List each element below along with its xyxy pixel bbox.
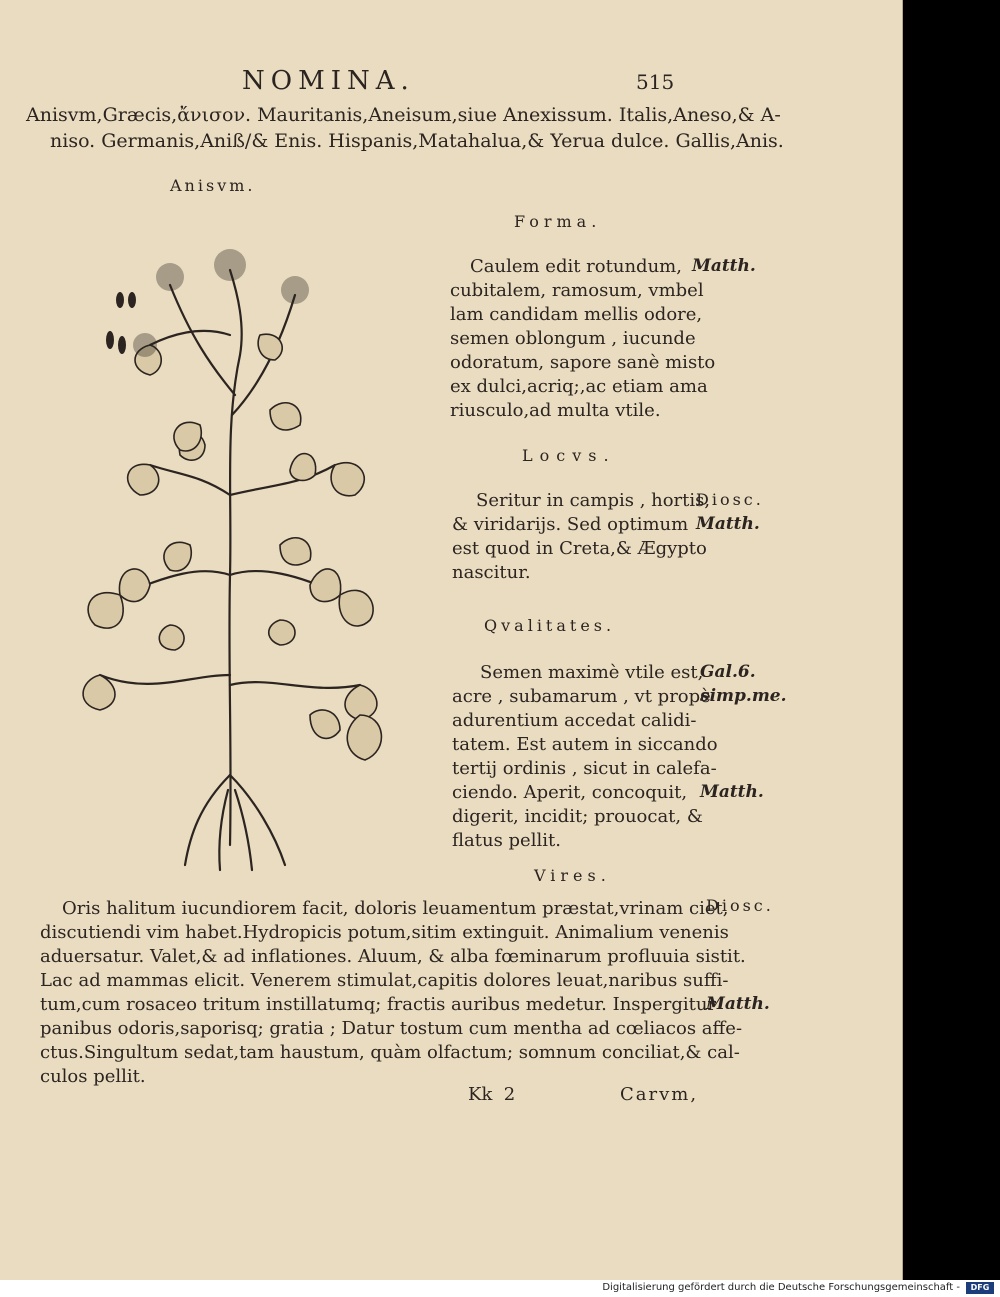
dfg-logo: DFG bbox=[966, 1282, 994, 1294]
vires-line: Lac ad mammas elicit. Venerem stimulat,capitis dolores leuat,naribus suffi- bbox=[40, 970, 729, 991]
vires-line: aduersatur. Valet,& ad inflationes. Aluum, & alba fœminarum profluuia sistit. bbox=[40, 946, 746, 967]
locus-heading: Locvs. bbox=[522, 446, 616, 465]
vires-line: discutiendi vim habet.Hydropicis potum,sitim extinguit. Animalium venenis bbox=[40, 922, 729, 943]
qualitates-line: adurentium accedat calidi- bbox=[452, 710, 697, 731]
forma-line: cubitalem, ramosum, vmbel bbox=[450, 280, 704, 301]
vires-line: culos pellit. bbox=[40, 1066, 146, 1087]
signature-mark: Kk 2 bbox=[468, 1084, 516, 1105]
qualitates-heading: Qvalitates. bbox=[484, 616, 616, 635]
margin-ref: Matth. bbox=[692, 256, 756, 276]
locus-line: & viridarijs. Sed optimum bbox=[452, 514, 689, 535]
margin-ref: simp.me. bbox=[700, 686, 787, 706]
vires-heading: Vires. bbox=[534, 866, 611, 885]
forma-heading: Forma. bbox=[514, 212, 602, 231]
margin-ref: Matth. bbox=[700, 782, 764, 802]
figure-caption: Anisvm. bbox=[170, 176, 256, 195]
nomina-line-2: niso. Germanis,Aniß/& Enis. Hispanis,Matahalua,& Yerua dulce. Gallis,Anis. bbox=[50, 130, 784, 152]
page-title: NOMINA. bbox=[242, 66, 415, 96]
qualitates-line: digerit, incidit; prouocat, & bbox=[452, 806, 703, 827]
forma-line: odoratum, sapore sanè misto bbox=[450, 352, 716, 373]
vires-line: Oris halitum iucundiorem facit, doloris leuamentum præstat,vrinam ciet, bbox=[62, 898, 729, 919]
margin-ref: Gal.6. bbox=[700, 662, 756, 682]
vires-line: ctus.Singultum sedat,tam haustum, quàm olfactum; somnum conciliat,& cal- bbox=[40, 1042, 740, 1063]
catchword: Carvm, bbox=[620, 1084, 699, 1105]
qualitates-line: ciendo. Aperit, concoquit, bbox=[452, 782, 688, 803]
forma-line: lam candidam mellis odore, bbox=[450, 304, 703, 325]
qualitates-line: flatus pellit. bbox=[452, 830, 561, 851]
margin-ref: Matth. bbox=[706, 994, 770, 1014]
vires-line: tum,cum rosaceo tritum instillatumq; fractis auribus medetur. Inspergitur bbox=[40, 994, 717, 1015]
qualitates-line: acre , subamarum , vt propè bbox=[452, 686, 711, 707]
forma-line: semen oblongum , iucunde bbox=[450, 328, 696, 349]
locus-line: nascitur. bbox=[452, 562, 531, 583]
page-number: 515 bbox=[636, 70, 675, 94]
locus-line: Seritur in campis , hortis, bbox=[476, 490, 711, 511]
footer-credit: Digitalisierung gefördert durch die Deutsche Forschungsgemeinschaft - bbox=[602, 1282, 960, 1293]
digitization-footer bbox=[0, 1280, 1000, 1297]
margin-ref: Matth. bbox=[696, 514, 760, 534]
forma-line: Caulem edit rotundum, bbox=[470, 256, 682, 277]
qualitates-line: tertij ordinis , sicut in calefa- bbox=[452, 758, 717, 779]
vires-line: panibus odoris,saporisq; gratia ; Datur tostum cum mentha ad cœliacos affe- bbox=[40, 1018, 743, 1039]
forma-line: riusculo,ad multa vtile. bbox=[450, 400, 661, 421]
margin-ref: Diosc. bbox=[706, 896, 774, 915]
margin-ref: Diosc. bbox=[696, 490, 764, 509]
anise-plant-illustration bbox=[80, 245, 390, 880]
qualitates-line: tatem. Est autem in siccando bbox=[452, 734, 718, 755]
forma-line: ex dulci,acriq;,ac etiam ama bbox=[450, 376, 708, 397]
locus-line: est quod in Creta,& Ægypto bbox=[452, 538, 707, 559]
qualitates-line: Semen maximè vtile est, bbox=[480, 662, 704, 683]
nomina-line-1: Anisvm,Græcis,ἄνισον. Mauritanis,Aneisum,siue Anexissum. Italis,Aneso,& A- bbox=[26, 104, 781, 126]
